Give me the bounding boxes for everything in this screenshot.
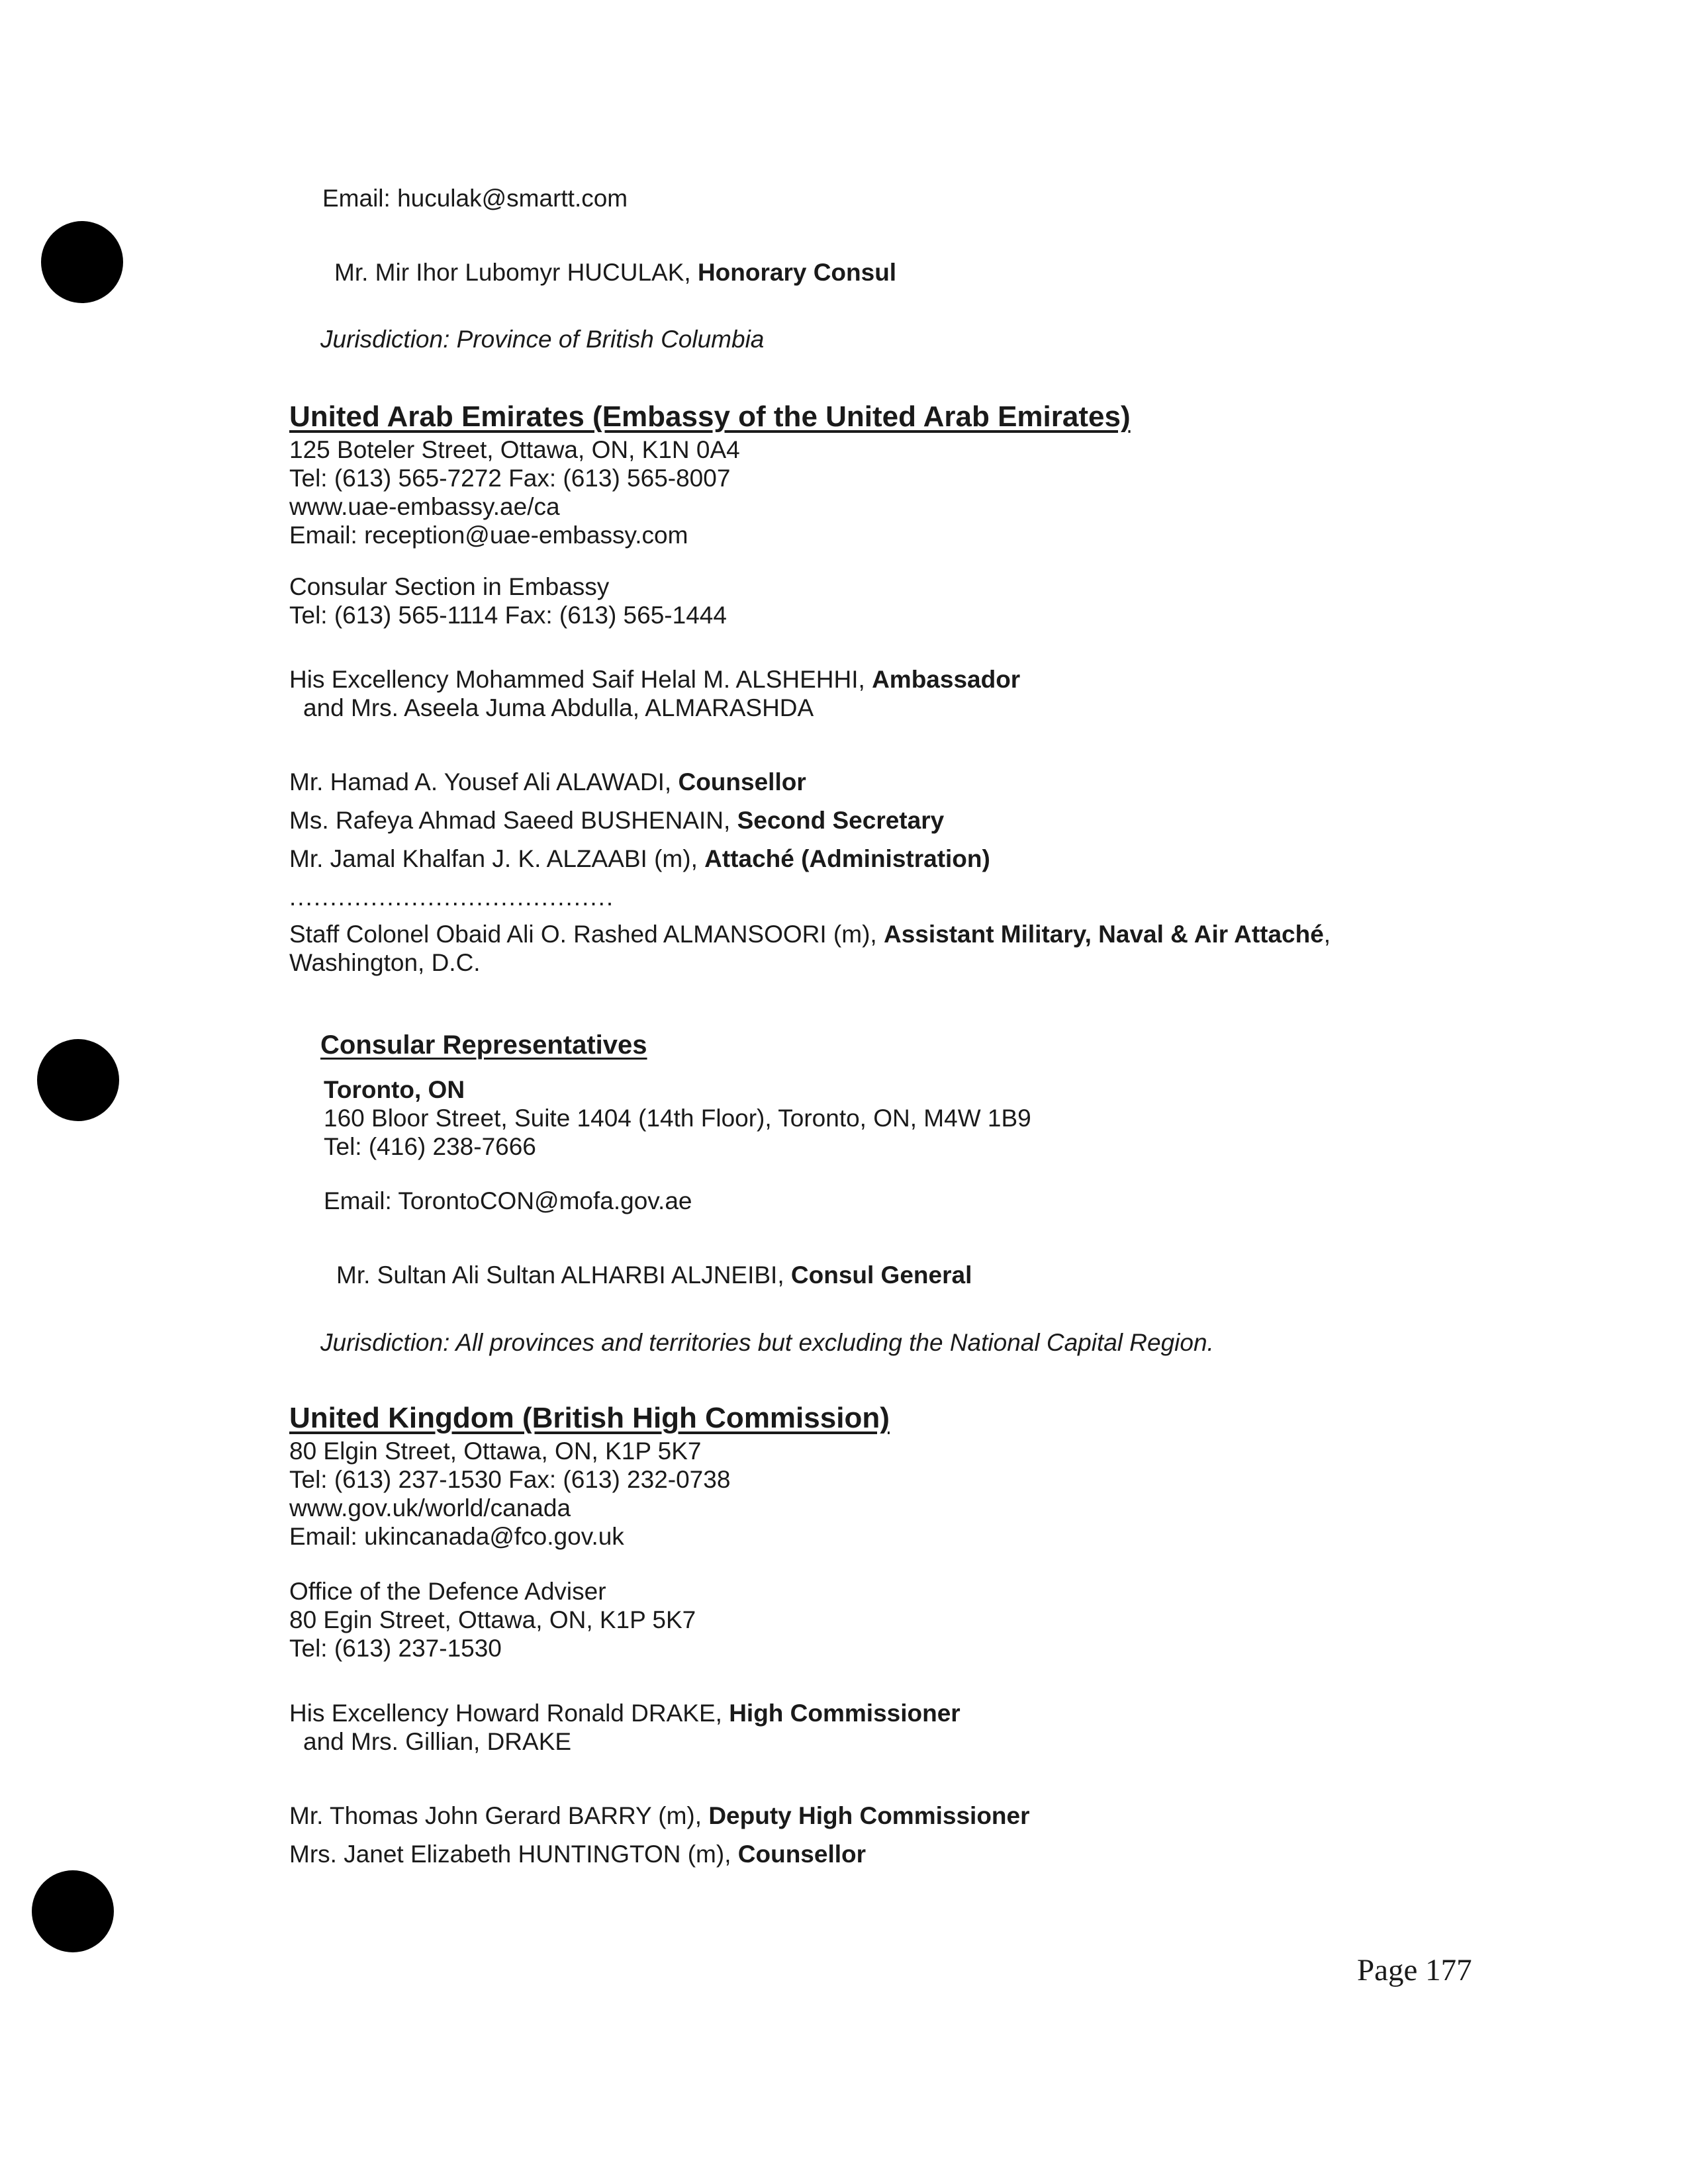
uk-defence-phone: Tel: (613) 237-1530: [289, 1635, 502, 1662]
bc-consul-name: Mr. Mir Ihor Lubomyr HUCULAK,: [334, 259, 698, 286]
uae-staff-title: Second Secretary: [737, 807, 945, 834]
uae-military-suffix: ,: [1323, 921, 1331, 948]
uae-consular-phone: Tel: (613) 565-1114 Fax: (613) 565-1444: [289, 602, 727, 629]
uae-website: www.uae-embassy.ae/ca: [289, 493, 560, 520]
uae-heading: United Arab Emirates (Embassy of the United Arab Emirates): [289, 400, 1131, 433]
punch-hole-top: [41, 221, 123, 303]
uk-defence-office: [289, 1577, 696, 1662]
uae-staff-name: Ms. Rafeya Ahmad Saeed BUSHENAIN,: [289, 807, 737, 834]
uk-high-commissioner: [289, 1699, 961, 1727]
uae-phone-line: Tel: (613) 565-7272 Fax: (613) 565-8007: [289, 465, 731, 492]
punch-hole-middle: [37, 1039, 119, 1121]
consular-email: Email: TorontoCON@mofa.gov.ae: [324, 1187, 692, 1214]
uae-email: Email: reception@uae-embassy.com: [289, 522, 688, 549]
consul-general-name: Mr. Sultan Ali Sultan ALHARBI ALJNEIBI,: [336, 1261, 791, 1289]
punch-hole-bottom: [32, 1870, 114, 1952]
consular-city: Toronto, ON: [324, 1076, 465, 1103]
uk-address-line: 80 Elgin Street, Ottawa, ON, K1P 5K7: [289, 1437, 702, 1465]
uk-defence-address: 80 Egin Street, Ottawa, ON, K1P 5K7: [289, 1606, 696, 1633]
uae-staff-title: Attaché (Administration): [704, 845, 990, 872]
uae-military-attache: [289, 920, 1331, 948]
uae-staff-title: Counsellor: [678, 768, 806, 796]
uk-staff-title: Deputy High Commissioner: [708, 1802, 1030, 1829]
uae-staff-row: [289, 768, 806, 796]
uk-staff-row: [289, 1840, 866, 1868]
top-email: Email: huculak@smartt.com: [322, 185, 628, 212]
uae-address: [289, 435, 740, 549]
consular-address: [324, 1104, 1031, 1161]
uk-phone-line: Tel: (613) 237-1530 Fax: (613) 232-0738: [289, 1466, 731, 1493]
uae-staff-row: [289, 806, 944, 835]
consular-phone: Tel: (416) 238-7666: [324, 1133, 536, 1160]
uk-staff-row: [289, 1801, 1030, 1830]
uk-staff-title: Counsellor: [737, 1841, 867, 1868]
uae-ambassador-name: His Excellency Mohammed Saif Helal M. ALSHEHHI,: [289, 666, 872, 693]
uae-military-name: Staff Colonel Obaid Ali O. Rashed ALMANSOORI (m),: [289, 921, 884, 948]
consular-jurisdiction: Jurisdiction: All provinces and territories but excluding the National Capital Region.: [320, 1329, 1214, 1356]
bc-consul-title: Honorary Consul: [697, 259, 897, 286]
uk-defence-label: Office of the Defence Adviser: [289, 1578, 606, 1605]
uae-staff-name: Mr. Hamad A. Yousef Ali ALAWADI,: [289, 768, 679, 796]
consular-address-line: 160 Bloor Street, Suite 1404 (14th Floor), Toronto, ON, M4W 1B9: [324, 1105, 1031, 1132]
uae-ambassador: [289, 665, 1020, 694]
uk-heading: United Kingdom (British High Commission): [289, 1402, 890, 1434]
uk-address: [289, 1437, 730, 1551]
uae-ambassador-title: Ambassador: [872, 666, 1021, 693]
page-number: Page 177: [1357, 1953, 1472, 1987]
bc-consul-entry: [334, 258, 896, 287]
uae-ambassador-spouse: and Mrs. Aseela Juma Abdulla, ALMARASHDA: [303, 694, 814, 721]
uk-email: Email: ukincanada@fco.gov.uk: [289, 1523, 624, 1550]
uk-hc-spouse: and Mrs. Gillian, DRAKE: [303, 1728, 572, 1755]
uae-staff-name: Mr. Jamal Khalfan J. K. ALZAABI (m),: [289, 845, 705, 872]
uk-website: www.gov.uk/world/canada: [289, 1494, 571, 1522]
uk-staff-name: Mrs. Janet Elizabeth HUNTINGTON (m),: [289, 1841, 738, 1868]
uk-hc-name: His Excellency Howard Ronald DRAKE,: [289, 1700, 729, 1727]
consular-representatives-heading: Consular Representatives: [320, 1030, 647, 1060]
bc-consul-jurisdiction: Jurisdiction: Province of British Columbia: [320, 326, 765, 353]
uae-consular-section: [289, 572, 727, 629]
uae-staff-row: [289, 844, 990, 873]
consul-general-title: Consul General: [790, 1261, 972, 1289]
uk-staff-name: Mr. Thomas John Gerard BARRY (m),: [289, 1802, 709, 1829]
uae-military-title: Assistant Military, Naval & Air Attaché: [883, 921, 1324, 948]
uk-hc-title: High Commissioner: [729, 1700, 961, 1727]
uae-address-line: 125 Boteler Street, Ottawa, ON, K1N 0A4: [289, 436, 740, 463]
uae-military-location: Washington, D.C.: [289, 949, 481, 976]
dotted-separator: ........................................: [289, 884, 615, 911]
uae-consular-label: Consular Section in Embassy: [289, 573, 610, 600]
consul-general-entry: [336, 1261, 972, 1289]
